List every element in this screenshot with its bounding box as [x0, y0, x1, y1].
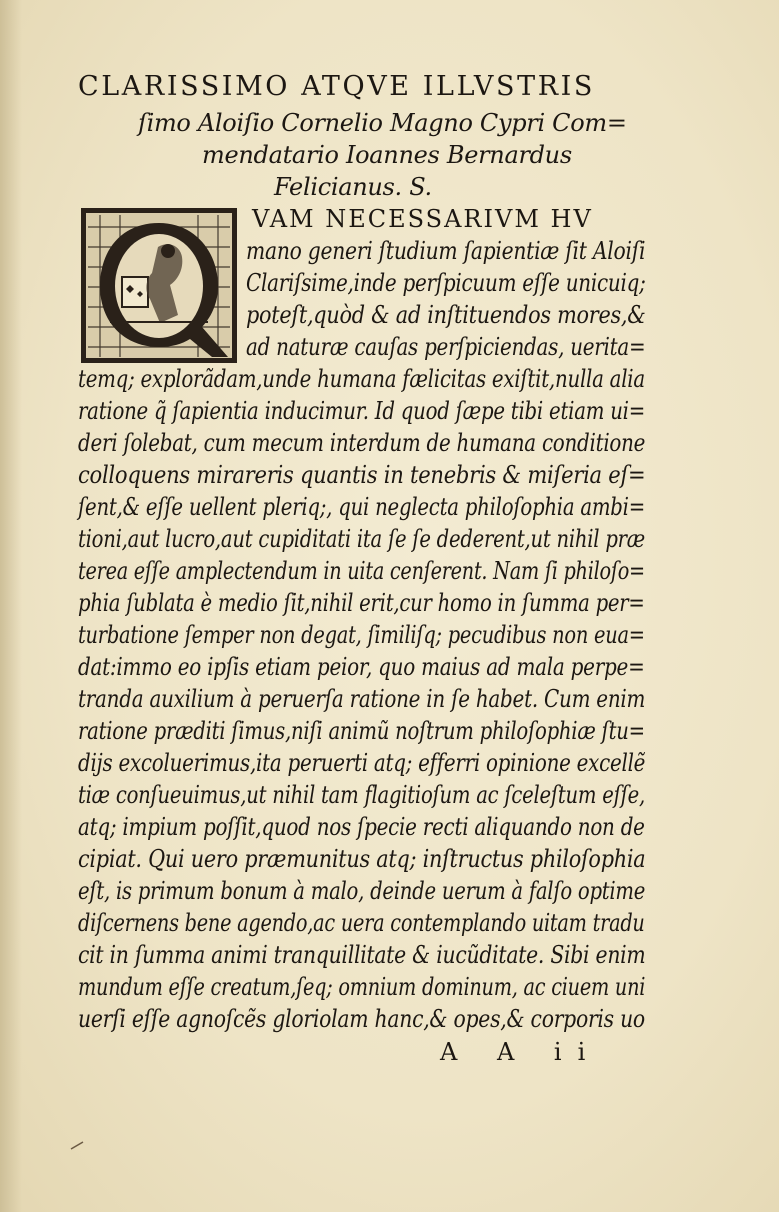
- body-line-18: dijs excoluerimus,ita peruerti atq; efferri opinione excellẽ: [78, 749, 646, 777]
- ink-mark-icon: [70, 1140, 84, 1150]
- body-line-13: phia ſublata è medio ſit,nihil erit,cur homo in ſumma per=: [78, 589, 645, 617]
- page-gutter-shadow: [0, 0, 22, 1212]
- body-line-7: ratione q̃ ſapientia inducimur. Id quod ſæpe tibi etiam ui=: [78, 397, 646, 425]
- heading-line-2: ſimo Aloiſio Cornelio Magno Cypri Com=: [138, 109, 627, 137]
- body-line-1: VAM NECESSARIVM HV: [252, 205, 593, 233]
- body-line-10: ſent,& eſſe uellent pleriq;, qui neglecta philoſophia ambi=: [78, 493, 645, 521]
- body-line-14: turbatione ſemper non degat, ſimiliſq; pecudibus non eua=: [78, 621, 645, 649]
- body-line-9: colloquens mirareris quantis in tenebris & miſeria eſ=: [78, 461, 646, 489]
- decorated-initial-q: [80, 207, 238, 364]
- body-line-20: atq; impium poſſit,quod nos ſpecie recti aliquando non de: [78, 813, 645, 841]
- body-line-5: ad naturæ cauſas perſpiciendas, uerita=: [246, 333, 646, 361]
- body-line-17: ratione præditi ſimus,niſi animũ noſtrum philoſophiæ ſtu=: [78, 717, 645, 745]
- body-line-25: mundum eſſe creatum,ſeq; omnium dominum, ac ciuem uni: [78, 973, 646, 1001]
- signature-mark: A A ii: [440, 1038, 602, 1066]
- body-line-11: tioni,aut lucro,aut cupiditati ita ſe ſe dederent,ut nihil præ: [78, 525, 645, 553]
- body-line-19: tiæ conſueuimus,ut nihil tam flagitioſum ac ſceleſtum eſſe,: [78, 781, 645, 809]
- body-line-12: terea eſſe amplectendum in uita cenſerent. Nam ſi philoſo=: [78, 557, 645, 585]
- heading-line-4: Felicianus. S.: [274, 173, 432, 201]
- heading-line-3: mendatario Ioannes Bernardus: [202, 141, 572, 169]
- body-line-8: deri ſolebat, cum mecum interdum de humana conditione: [78, 429, 646, 457]
- body-line-16: tranda auxilium à peruerſa ratione in ſe habet. Cum enim: [78, 685, 646, 713]
- body-line-6: temq; explorãdam,unde humana fælicitas exiſtit,nulla alia: [78, 365, 645, 393]
- body-line-3: Clariſsime,inde perſpicuum eſſe unicuiq;: [246, 269, 646, 297]
- body-line-22: eſt, is primum bonum à malo, deinde uerum à falſo optime: [78, 877, 646, 905]
- body-line-24: cit in ſumma animi tranquillitate & iucũditate. Sibi enim: [78, 941, 646, 969]
- body-line-23: diſcernens bene agendo,ac uera contemplando uitam tradu: [78, 909, 645, 937]
- body-line-15: dat:immo eo ipſis etiam peior, quo maius ad mala perpe=: [78, 653, 645, 681]
- body-line-4: poteſt,quòd & ad inſtituendos mores,&: [246, 301, 646, 329]
- body-line-21: cipiat. Qui uero præmunitus atq; inſtructus philoſophia: [78, 845, 646, 873]
- body-line-26: uerſi eſſe agnoſcẽs gloriolam hanc,& opes,& corporis uo: [78, 1005, 645, 1033]
- heading-line-1: CLARISSIMO ATQVE ILLVSTRIS: [78, 71, 596, 102]
- body-line-2: mano generi ſtudium ſapientiæ ſit Aloiſi: [246, 237, 646, 265]
